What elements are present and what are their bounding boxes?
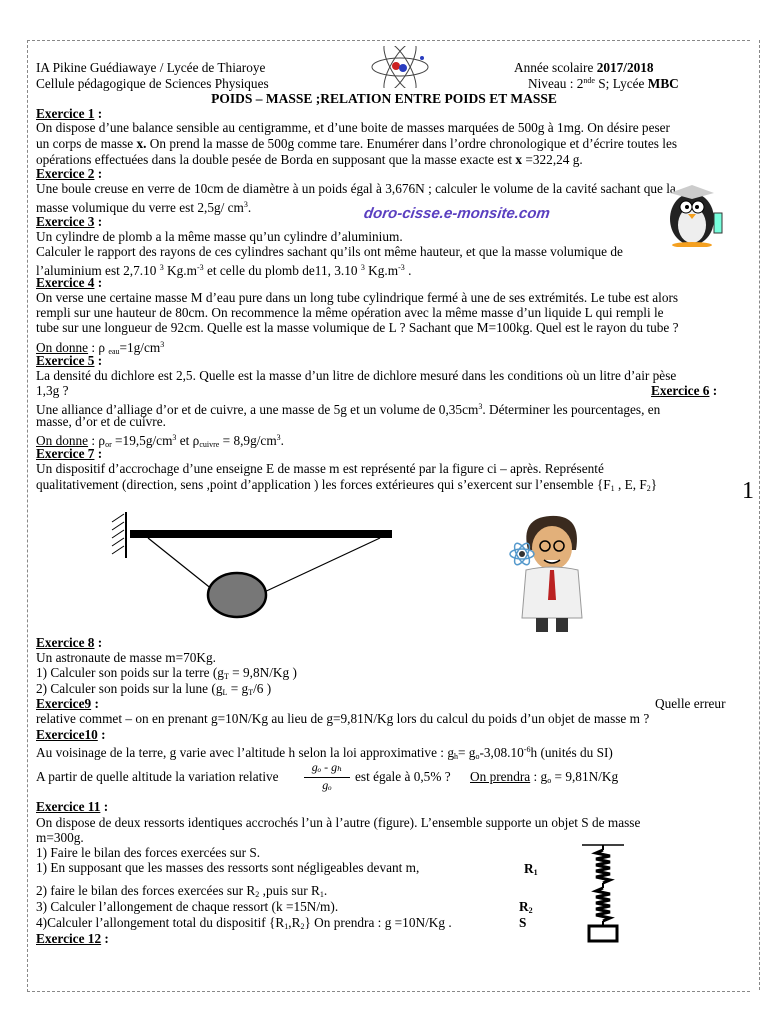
ex9-text-2: relative commet – on en prenant g=10N/Kg au lieu de g=9,81N/Kg lors du calcul du poids d’un objet de masse m ? xyxy=(36,711,650,726)
ex4-given: On donne : ρ $_{eau}=1g/cm^3$ xyxy=(36,340,165,356)
scientist-character-image xyxy=(500,510,600,635)
ex4-text-3: tube sur une longueur de 92cm. Quelle est la masse volumique de L ? Sachant que M=100kg. Quel est le rayon du tube ? xyxy=(36,320,679,335)
ex3-text-2: Calculer le rapport des rayons de ces cylindres sachant qu’ils ont même hauteur, et que la masse volumique de xyxy=(36,244,623,259)
ex9-text-1: Quelle erreur xyxy=(655,696,726,711)
ex10-heading: Exercice10 : xyxy=(36,727,106,742)
ex3-text-1: Un cylindre de plomb a la même masse qu’un cylindre d’aluminium. xyxy=(36,229,403,244)
ex4-heading: Exercice 4 : xyxy=(36,275,103,290)
ex1-heading: Exercice 1 : xyxy=(36,106,103,121)
ex1-text-2: un corps de masse x. On prend la masse de 500g comme tare. Enumérer dans l’ordre chronologique et d’écrire toutes les xyxy=(36,136,678,151)
ex5-heading: Exercice 5 : xyxy=(36,353,103,368)
ex4-text-2: rempli sur une hauteur de 80cm. On recommence la même opération avec la même masse d’un liquide L qui rempli le xyxy=(36,305,664,320)
springs-figure xyxy=(578,842,628,944)
ex10-text-2a: A partir de quelle altitude la variation relative xyxy=(36,769,279,784)
ex8-text-2: 1) Calculer son poids sur la terre ($g_T = 9,8N/Kg$ ) xyxy=(36,665,297,681)
page-border-right xyxy=(759,40,760,990)
site-watermark: doro-cisse.e-monsite.com xyxy=(362,205,552,222)
ex2-heading: Exercice 2 : xyxy=(36,166,103,181)
spring-r2-label: $R_2$ xyxy=(519,899,533,915)
ex11-text-4: 1) En supposant que les masses des ressorts sont négligeables devant m, xyxy=(36,860,420,875)
ex7-heading: Exercice 7 : xyxy=(36,446,103,461)
ex4-text-1: On verse une certaine masse M d’eau pure dans un long tube cylindrique fermé à une de ses extrémités. Le tube est alors xyxy=(36,290,679,305)
header-level: Niveau : 2nde S; Lycée MBC xyxy=(528,76,679,91)
relative-variation-fraction xyxy=(304,760,350,793)
ex3-text-3: l’aluminium est 2,7.10 $^3$ $Kg.m^{-3}$ et celle du plomb de11, 3.10 $^3$ $Kg.m^{-3}$ . xyxy=(36,263,412,278)
penguin-scientist-image xyxy=(660,185,740,247)
ex6-given: On donne : $\rho_{or} =19,5g/cm^3$ et $\rho_{cuivre} = 8,9g/cm^3$. xyxy=(36,433,284,449)
ex12-heading: Exercice 12 : xyxy=(36,931,109,946)
atom-logo xyxy=(368,46,432,88)
ex6-text-2: masse, d’or et de cuivre. xyxy=(36,414,166,429)
spring-r1-label: $R_1$ xyxy=(524,861,538,877)
fraction-denominator: gₒ xyxy=(322,778,332,792)
ex8-heading: Exercice 8 : xyxy=(36,635,103,650)
ex10-given: On prendra : $g_o = 9,81N/Kg$ xyxy=(470,769,619,785)
object-s-label: S xyxy=(519,915,527,930)
header-cell: Cellule pédagogique de Sciences Physiques xyxy=(36,76,269,91)
ex11-text-6: 3) Calculer l’allongement de chaque ressort (k =15N/m). xyxy=(36,899,339,914)
ex6-heading: Exercice 6 : xyxy=(651,383,718,398)
ex5-text-2: 1,3g ? xyxy=(36,383,69,398)
header-school-year: Année scolaire 2017/2018 xyxy=(514,60,654,75)
ex11-text-3: 1) Faire le bilan des forces exercées sur S. xyxy=(36,845,261,860)
ex9-heading: Exercice9 : xyxy=(36,696,99,711)
signboard-figure xyxy=(108,508,398,624)
ex5-text-1: La densité du dichlore est 2,5. Quelle est la masse d’un litre de dichlore mesuré dans les conditions où un litre d’air pèse xyxy=(36,368,677,383)
ex3-heading: Exercice 3 : xyxy=(36,214,103,229)
ex8-text-3: 2) Calculer son poids sur la lune ($g_L = g_T/6$ ) xyxy=(36,681,272,697)
ex10-text-2b: est égale à 0,5% ? xyxy=(355,769,451,784)
ex11-text-7: 4)Calculer l’allongement total du dispositif $\{R_1,R_2\}$ On prendra : g =10N/Kg . xyxy=(36,915,452,931)
ex1-text-3: opérations effectuées dans la double pesée de Borda en supposant que la masse exacte est x =322,24 g. xyxy=(36,152,583,167)
ex11-text-2: m=300g. xyxy=(36,830,84,845)
ex8-text-1: Un astronaute de masse m=70Kg. xyxy=(36,650,216,665)
ex7-text-2: qualitativement (direction, sens ,point d’application ) les forces extérieures qui s’exercent sur l’ensemble {$F_1$ , E, $F_2$} xyxy=(36,477,658,493)
ex7-text-1: Un dispositif d’accrochage d’une enseigne E de masse m est représenté par la figure ci – après. Représenté xyxy=(36,461,604,476)
ex11-heading: Exercice 11 : xyxy=(36,799,109,814)
fraction-numerator: gₒ - gₕ xyxy=(304,760,350,778)
ex2-text-2: masse volumique du verre est 2,5g/ $cm^3$. xyxy=(36,200,252,215)
ex11-text-5: 2) faire le bilan des forces exercées sur $R_2$ ,puis sur $R_1$. xyxy=(36,883,328,899)
header-institution: IA Pikine Guédiawaye / Lycée de Thiaroye xyxy=(36,60,266,75)
page-title: POIDS – MASSE ;RELATION ENTRE POIDS ET MASSE xyxy=(211,91,557,106)
ex1-text-1: On dispose d’une balance sensible au centigramme, et d’une boite de masses marquées de 500g à 1mg. On désire peser xyxy=(36,120,670,135)
ex2-text-1: Une boule creuse en verre de 10cm de diamètre à un poids égal à 3,676N ; calculer le volume de la cavité sachant que la xyxy=(36,181,676,196)
ex11-text-1: On dispose de deux ressorts identiques accrochés l’un à l’autre (figure). L’ensemble supporte un objet S de masse xyxy=(36,815,641,830)
ex10-text-1: Au voisinage de la terre, g varie avec l’altitude h selon la loi approximative : $g_h= g_o-3,08.10^{-6}h$ (unités du SI) xyxy=(36,745,613,761)
ex6-text-1: Une alliance d’alliage d’or et de cuivre, a une masse de 5g et un volume de $0,35cm^3$. Déterminer les pourcentages, en xyxy=(36,402,661,417)
page-number: 1 xyxy=(742,478,754,504)
